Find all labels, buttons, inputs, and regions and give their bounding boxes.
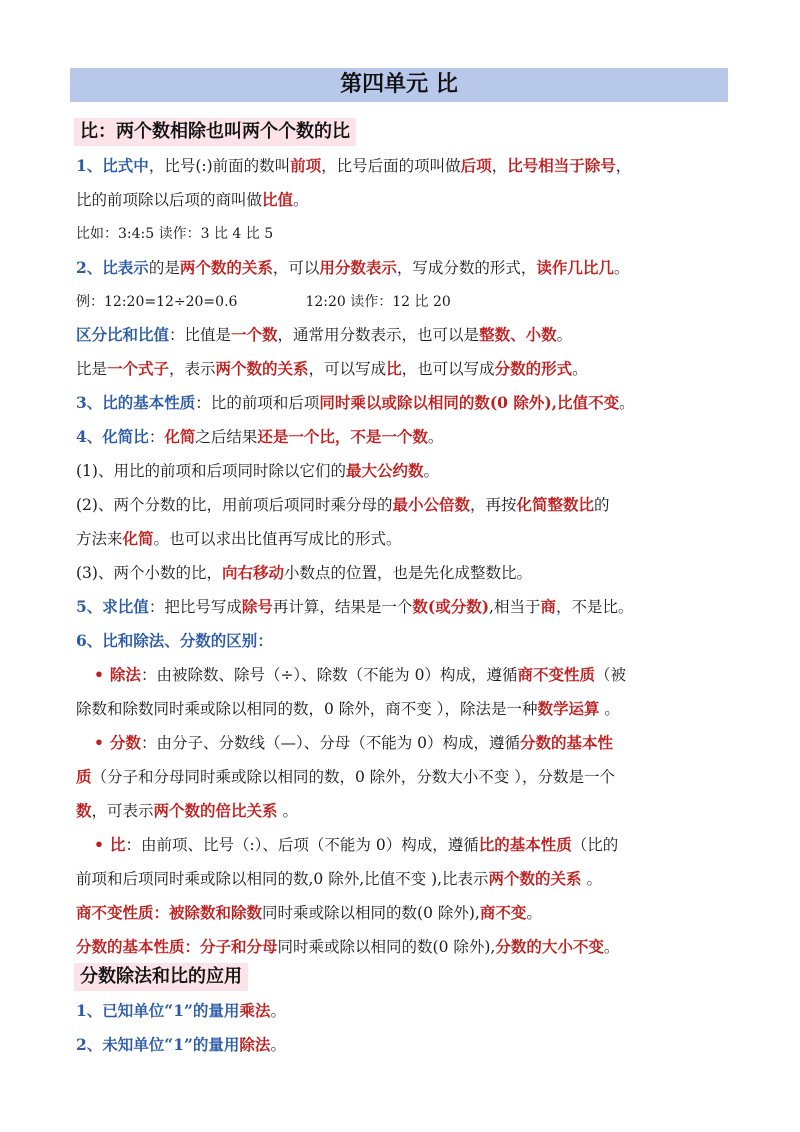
point-5 — [76, 595, 736, 619]
term-basic-property: 比的基本性质 — [102, 393, 196, 412]
term-fraction-form: 分数的形式 — [494, 359, 573, 378]
text: （被 — [594, 666, 626, 684]
term-ratio-expression: 比式中 — [102, 156, 149, 175]
text: 比是 — [76, 360, 108, 378]
point-2-example — [76, 290, 736, 314]
text: ，不是比。 — [555, 598, 634, 616]
term-ratio: 比 — [109, 835, 126, 854]
bullet: • — [94, 733, 104, 752]
text: ，也可以写成 — [401, 360, 495, 378]
bullet: • — [94, 835, 104, 854]
term-distinguish: 区分比和比值 — [76, 325, 170, 344]
text: 。 — [603, 938, 620, 956]
section-heading-application: 分数除法和比的应用 — [74, 963, 248, 991]
term-fraction-property: 分数的基本性质 — [76, 937, 185, 956]
text: ：由被除数、除号（÷）、除数（不能为 0）构成，遵循 — [140, 666, 518, 684]
text: ，比号后面的项叫做 — [321, 157, 461, 175]
text: ：由前项、比号（:）、后项（不能为 0）构成，遵循 — [125, 836, 479, 854]
term-number: 数 — [76, 801, 92, 820]
text: ，再按 — [469, 496, 517, 514]
distinguish-line-1 — [76, 323, 736, 347]
text: 。 — [277, 802, 298, 820]
example-a: 例：12:20=12÷20=0.6 — [76, 294, 238, 310]
term-simplify: 化简 — [164, 427, 196, 446]
term-property-rule: 同时乘以或除以相同的数(0 除外),比值不变 — [319, 393, 620, 412]
term-integer-decimal: 整数、小数 — [479, 325, 557, 344]
text: 。 — [526, 904, 542, 922]
text: 。 — [556, 326, 573, 344]
point-number: 3、 — [76, 393, 103, 412]
bullet: • — [94, 665, 104, 684]
text: 。 — [293, 191, 309, 209]
text: ：比值是 — [169, 326, 232, 344]
term-ratio-sign: 比号相当于除号 — [507, 156, 616, 175]
text: 。 — [270, 1002, 286, 1020]
point-3 — [76, 391, 736, 415]
text: ，写成分数的形式， — [396, 259, 537, 277]
term-a-number: 一个数 — [231, 325, 278, 344]
text: ，可以写成 — [308, 360, 387, 378]
point-1-line-1 — [76, 154, 736, 178]
text: 。 — [581, 870, 602, 888]
application-2 — [76, 1033, 736, 1057]
point-4-sub-1 — [76, 459, 736, 483]
section-heading-ratio: 比：两个数相除也叫两个个数的比 — [74, 118, 356, 146]
term-relation: 两个数的关系 — [179, 258, 273, 277]
fraction-property-rule — [76, 935, 736, 959]
text: ， — [615, 157, 632, 175]
text: 的 — [594, 496, 610, 514]
text: 。 — [613, 259, 630, 277]
distinguish-line-2 — [76, 357, 736, 381]
point-number: 2、 — [76, 1035, 103, 1054]
term-expression: 一个式子 — [107, 359, 170, 378]
text: 。 — [599, 700, 620, 718]
fraction-line-2 — [76, 765, 736, 789]
text: (1)、用比的前项和后项同时除以它们的 — [76, 462, 346, 480]
application-1 — [76, 999, 736, 1023]
text: ，比号(:)前面的数叫 — [148, 157, 291, 175]
text: ，可表示 — [91, 802, 154, 820]
term-gcd: 最大公约数 — [345, 461, 424, 480]
point-4-sub-2-line-2 — [76, 527, 736, 551]
term-ratio: 比 — [386, 359, 402, 378]
text: 已知单位“1”的量用 — [102, 1001, 240, 1020]
term-quotient-invariance: 商不变性质 — [76, 903, 154, 922]
term-quotient: 商 — [540, 597, 556, 616]
text: (3)、两个小数的比， — [76, 564, 222, 582]
text: 再计算，结果是一个 — [272, 598, 413, 616]
text: （比的 — [571, 836, 619, 854]
division-line-1 — [94, 663, 754, 687]
term-relation: 两个数的关系 — [215, 359, 309, 378]
text: ： — [257, 631, 273, 650]
term-simplify: 化简 — [122, 529, 154, 548]
term-fraction-property-end: 质 — [76, 767, 92, 786]
text: ：由分子、分数线（—）、分母（不能为 0）构成，遵循 — [140, 734, 520, 752]
point-2-line-1 — [76, 256, 736, 280]
text: 之后结果 — [195, 428, 258, 446]
term-ratio-value-calc: 求比值 — [102, 597, 149, 616]
point-number: 1、 — [76, 156, 103, 175]
text: ：把比号写成 — [148, 598, 242, 616]
term-fraction: 分数 — [109, 733, 141, 752]
term-quotient-unchanged: 商不变 — [479, 903, 527, 922]
term-size-unchanged: 分数的大小不变 — [495, 937, 604, 956]
term-multiplication: 乘法 — [239, 1001, 271, 1020]
term-ratio-meaning: 比表示 — [102, 258, 149, 277]
term-consequent: 后项 — [460, 156, 492, 175]
term-move-right: 向右移动 — [221, 563, 284, 582]
term-ratio-property: 比的基本性质 — [478, 835, 572, 854]
term-division: 除法 — [109, 665, 141, 684]
division-line-2 — [76, 697, 736, 721]
term-division: 除法 — [239, 1035, 271, 1054]
text: 的是 — [148, 259, 180, 277]
page-title: 第四单元 比 — [70, 68, 728, 102]
text: (2)、两个分数的比，用前项后项同时乘分母的 — [76, 496, 393, 514]
text: ： — [148, 428, 165, 446]
term-fraction-property: 分数的基本性 — [519, 733, 613, 752]
point-number: 6、 — [76, 631, 103, 650]
text: ： — [184, 937, 201, 956]
text: （分子和分母同时乘或除以相同的数，0 除外，分数大小不变 ），分数是一个 — [91, 768, 615, 786]
text: 小数点的位置，也是先化成整数比。 — [283, 564, 532, 582]
point-4-sub-3 — [76, 561, 736, 585]
text: 前项和后项同时乘或除以相同的数,0 除外,比值不变 ),比表示 — [76, 870, 489, 888]
fraction-line-1 — [94, 731, 754, 755]
text: ， — [491, 157, 508, 175]
text: 。 — [572, 360, 588, 378]
quotient-invariance-rule — [76, 901, 736, 925]
text: 。 — [427, 428, 444, 446]
text: 除数和除数同时乘或除以相同的数，0 除外，商不变 ），除法是一种 — [76, 700, 538, 718]
term-read-as: 读作几比几 — [536, 258, 614, 277]
term-simplify-ratio: 化简比 — [102, 427, 149, 446]
text: ，可以 — [272, 259, 320, 277]
text: ，通常用分数表示，也可以是 — [277, 326, 480, 344]
point-1-example: 比如：3:4:5 读作：3 比 4 比 5 — [76, 226, 274, 242]
point-number: 4、 — [76, 427, 103, 446]
term-numerator-denominator: 分子和分母 — [200, 937, 278, 956]
term-math-operation: 数学运算 — [537, 699, 600, 718]
point-4 — [76, 425, 736, 449]
term-quotient-invariance: 商不变性质 — [517, 665, 595, 684]
term-still-ratio: 还是一个比，不是一个数 — [257, 427, 428, 446]
term-fraction: 用分数表示 — [319, 258, 397, 277]
text: ： — [153, 903, 170, 922]
term-relation: 两个数的关系 — [488, 869, 582, 888]
text: 。 — [619, 394, 635, 412]
point-number: 2、 — [76, 258, 103, 277]
text: ，表示 — [169, 360, 216, 378]
point-1-line-2 — [76, 188, 736, 212]
point-6 — [76, 629, 736, 653]
term-number-or-fraction: 数(或分数) — [412, 597, 490, 616]
term-integer-ratio: 化简整数比 — [516, 495, 595, 514]
term-ratio-value: 比值 — [262, 190, 294, 209]
term-antecedent: 前项 — [290, 156, 322, 175]
term-division-sign: 除号 — [241, 597, 273, 616]
example-b: 12:20 读作：12 比 20 — [305, 294, 451, 310]
ratio-line-2 — [76, 867, 736, 891]
text: 。 — [270, 1036, 286, 1054]
ratio-line-1 — [94, 833, 754, 857]
text: 。也可以求出比值再写成比的形式。 — [153, 530, 402, 548]
term-difference: 比和除法、分数的区别 — [102, 631, 258, 650]
text: 未知单位“1”的量用 — [102, 1035, 240, 1054]
point-number: 1、 — [76, 1001, 103, 1020]
text: ：比的前项和后项 — [195, 394, 320, 412]
point-4-sub-2-line-1 — [76, 493, 736, 517]
text: 同时乘或除以相同的数(0 除外), — [277, 938, 496, 956]
point-number: 5、 — [76, 597, 103, 616]
term-lcm: 最小公倍数 — [392, 495, 470, 514]
term-dividend-divisor: 被除数和除数 — [169, 903, 263, 922]
text: ,相当于 — [489, 598, 541, 616]
text: 。 — [423, 462, 439, 480]
text: 同时乘或除以相同的数(0 除外), — [262, 904, 480, 922]
text: 比的前项除以后项的商叫做 — [76, 191, 263, 209]
text: 方法来 — [76, 530, 123, 548]
term-multiple-relation: 两个数的倍比关系 — [153, 801, 278, 820]
fraction-line-3 — [76, 799, 736, 823]
